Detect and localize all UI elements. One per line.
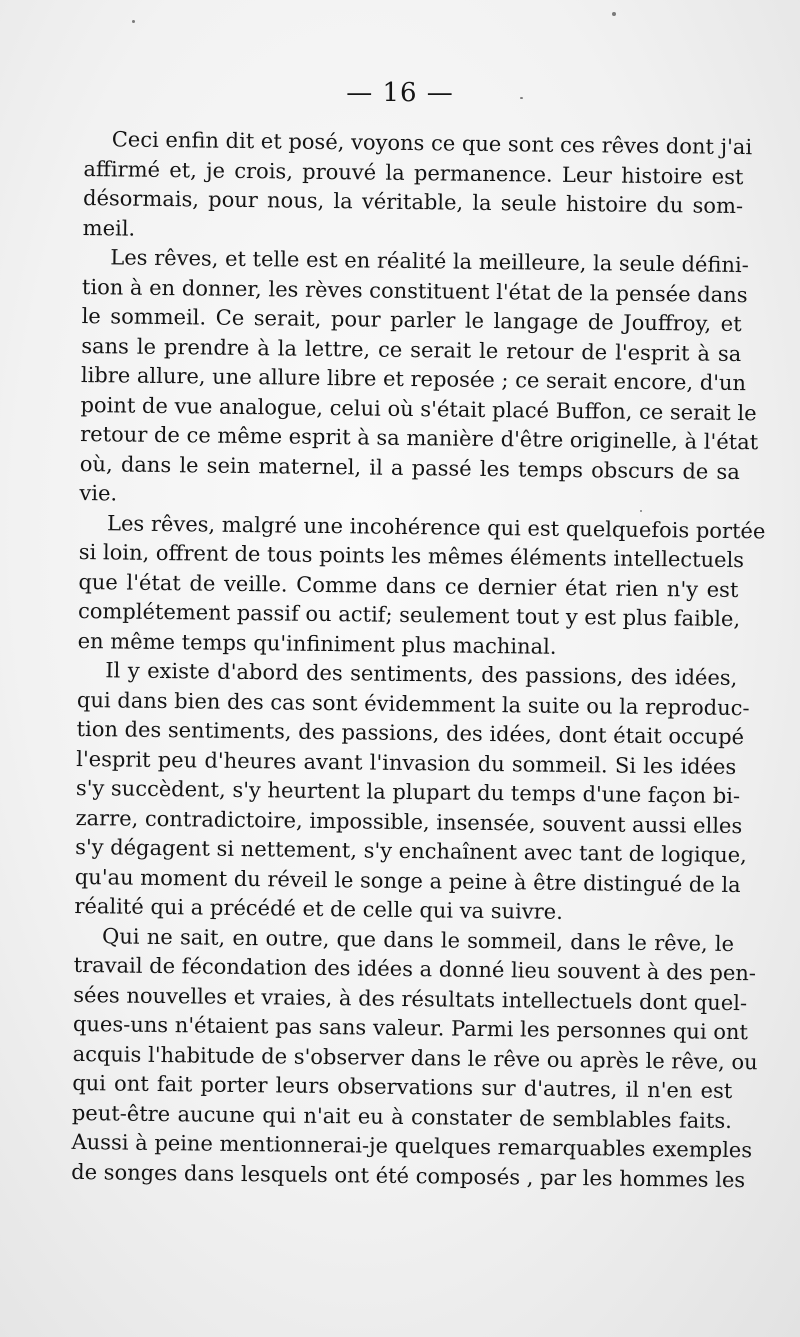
- text-line: vie.: [79, 480, 118, 506]
- text-line: que l'état de veille. Comme dans ce dernier état rien n'y est: [78, 569, 739, 602]
- paragraph: [74, 656, 750, 930]
- paragraph: [79, 243, 759, 517]
- text-line: tion des sentiments, des passions, des idées, dont était occupé: [76, 716, 745, 750]
- paragraph: [82, 125, 753, 251]
- text-line: qui dans bien des cas sont évidemment la suite ou la reproduc-: [76, 687, 750, 720]
- text-line: tion à en donner, les rèves constituent l'état de la pensée dans: [81, 274, 748, 307]
- text-line: complétement passif ou actif; seulement tout y est plus faible,: [77, 598, 741, 632]
- text-line: Ceci enfin dit et posé, voyons ce que sont ces rêves dont j'ai: [111, 127, 753, 160]
- text-line: sans le prendre à la lettre, ce serait le retour de l'esprit à sa: [81, 333, 742, 366]
- text-line: zarre, contradictoire, impossible, insensée, souvent aussi elles: [75, 805, 743, 838]
- text-line: retour de ce même esprit à sa manière d'être originelle, à l'état: [80, 421, 759, 455]
- paragraph: [71, 921, 758, 1195]
- text-line: point de vue analogue, celui où s'était placé Buffon, ce serait le: [80, 392, 757, 425]
- text-line: réalité qui a précédé et de celle qui va suivre.: [74, 893, 563, 924]
- text-line: Qui ne sait, en outre, que dans le sommeil, dans le rêve, le: [101, 923, 735, 956]
- text-line: Aussi à peine mentionnerai-je quelques remarquables exemples: [71, 1129, 753, 1163]
- text-line: Il y existe d'abord des sentiments, des passions, des idées,: [105, 658, 738, 691]
- body-text: [71, 125, 766, 1195]
- paper-speck: [612, 12, 616, 16]
- paper-speck: [132, 20, 135, 23]
- text-line: s'y dégagent si nettement, s'y enchaînent avec tant de logique,: [75, 834, 747, 868]
- text-line: affirmé et, je crois, prouvé la permanence. Leur histoire est: [83, 156, 744, 189]
- text-line: de songes dans lesquels ont été composés , par les hommes les: [71, 1159, 746, 1192]
- text-line: désormais, pour nous, la véritable, la seule histoire du som-: [82, 185, 744, 219]
- text-line: ques-uns n'étaient pas sans valeur. Parmi les personnes qui ont: [72, 1011, 749, 1045]
- text-line: peut-être aucune qui n'ait eu à constater de semblables faits.: [71, 1100, 733, 1133]
- text-line: meil.: [82, 215, 136, 241]
- text-line: qui ont fait porter leurs observations sur d'autres, il n'en est: [72, 1070, 733, 1103]
- text-line: Les rêves, et telle est en réalité la meilleure, la seule défini-: [110, 245, 749, 278]
- text-line: qu'au moment du réveil le songe a peine à être distingué de la: [74, 864, 741, 897]
- text-line: libre allure, une allure libre et reposée ; ce serait encore, d'un: [80, 362, 747, 396]
- text-line: acquis l'habitude de s'observer dans le rêve ou après le rêve, ou: [72, 1041, 758, 1074]
- text-line: Les rêves, malgré une incohérence qui est quelquefois portée: [106, 510, 766, 543]
- text-line: s'y succèdent, s'y heurtent la plupart du temps d'une façon bi-: [75, 775, 741, 809]
- text-line: sées nouvelles et vraies, à des résultats intellectuels dont quel-: [73, 982, 748, 1015]
- text-line: le sommeil. Ce serait, pour parler le langage de Jouffroy, et: [81, 303, 742, 337]
- text-line: travail de fécondation des idées a donné lieu souvent à des pen-: [73, 952, 757, 986]
- paragraph: [77, 508, 766, 664]
- text-line: où, dans le sein maternel, il a passé les temps obscurs de sa: [79, 451, 740, 484]
- text-line: si loin, offrent de tous points les mêmes éléments intellectuels: [78, 539, 745, 573]
- text-line: l'esprit peu d'heures avant l'invasion du sommeil. Si les idées: [76, 746, 737, 779]
- text-line: en même temps qu'infiniment plus machinal.: [77, 628, 557, 659]
- page-number: — 16 —: [346, 78, 454, 108]
